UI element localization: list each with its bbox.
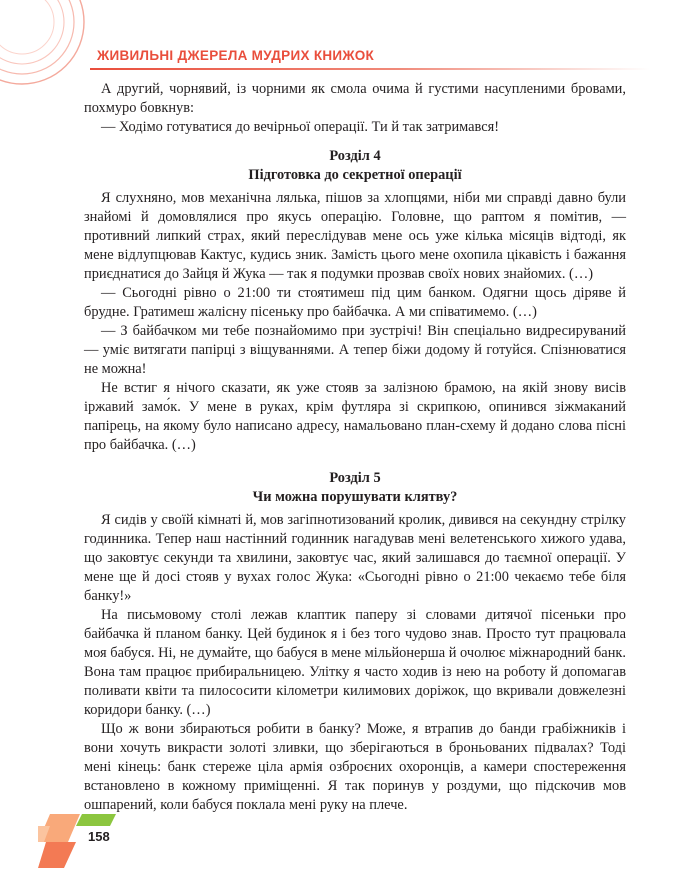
section-title: Підготовка до секретної операції <box>248 167 462 183</box>
body-paragraph: Що ж вони збираються робити в банку? Може, я втрапив до банди грабіжників і вони хочуть викрасти золоті зливки, що зберігаються в броньованих підвалах? Тоді мені кінець: банк стереже ціла армія озброєних охоронців, а камери спостереження встановлено в кожному приміщенні. Я так поринув у роздуми, що підскочив мов ошпарений, коли бабуся поклала мені руку на плече. <box>84 721 626 813</box>
body-paragraph: Я сидів у своїй кімнаті й, мов загіпнотизований кролик, дивився на секундну стрілку годинника. Тепер наш настінний годинник нагадував мені велетенського хижого удава, що заковтує секунди та хвилини, заковтує час, який залишався до таємної операції. У мене ще й досі стояв у вухах голос Жука: «Сьогодні рівно о 21:00 чекаємо тебе біля банку!» <box>84 512 626 604</box>
body-paragraph: На письмовому столі лежав клаптик паперу зі словами дитячої пісеньки про байбачка й планом банку. Цей будинок я і без того чудово знав. Просто тут працювала моя бабуся. Ні, не думайте, що бабуся в мене мільйонерша й очолює міжнародний банк. Вона там працює прибиральницею. Улітку я часто ходив із нею на роботу й допомагав поливати квіти та пилососити кілометри килимових доріжок, що вкривали довжелезні коридори банку. (…) <box>84 607 626 718</box>
body-paragraph: Я слухняно, мов механічна лялька, пішов за хлопцями, ніби ми справді давно були знайомі й домовлялися про якусь операцію. Головне, що раптом я помітив, — противний липкий страх, який переслідував мене ось уже кілька місяців відтоді, як мене відлупцював Кактус, кудись зник. Замість цього мене охопила цікавість і бажання приєднатися до Зайця й Жука — так я подумки прозвав своїх нових знайомих. (…) <box>84 190 626 282</box>
intro-paragraph: — Ходімо готуватися до вечірньої операції. Ти й так затримався! <box>101 119 500 135</box>
body-paragraph: — З байбачком ми тебе познайомимо при зустрічі! Він спеціально видресируваний — уміє витягати папірці з віщуваннями. А тепер біжи додому й готуйся. Спізнюватися не можна! <box>84 323 626 377</box>
header-divider <box>90 68 650 70</box>
section-heading <box>84 147 626 185</box>
body-paragraph: Не встиг я нічого сказати, як уже стояв за залізною брамою, на якій знову висів іржавий замо́к. У мене в руках, крім футляра зі скрипкою, опинився зіжмаканий папірець, на якому було написано адресу, намальовано план-схему й додано слова пісні про байбачка. (…) <box>84 380 626 453</box>
section-number: Розділ 4 <box>329 148 381 164</box>
body-paragraph: — Сьогодні рівно о 21:00 ти стоятимеш під цим банком. Одягни щось діряве й брудне. Гратимеш жалісну пісеньку про байбачка. А ми співатимемо. (…) <box>84 285 626 320</box>
intro-paragraph: А другий, чорнявий, із чорними як смола очима й густими насупленими бровами, похмуро бовкнув: <box>84 81 626 116</box>
section-heading <box>84 469 626 507</box>
running-header: ЖИВИЛЬНІ ДЖЕРЕЛА МУДРИХ КНИЖОК <box>97 48 375 63</box>
section-number: Розділ 5 <box>329 470 381 486</box>
page-number: 158 <box>88 829 110 844</box>
section-title: Чи можна порушувати клятву? <box>252 489 458 505</box>
page-content <box>84 80 626 815</box>
